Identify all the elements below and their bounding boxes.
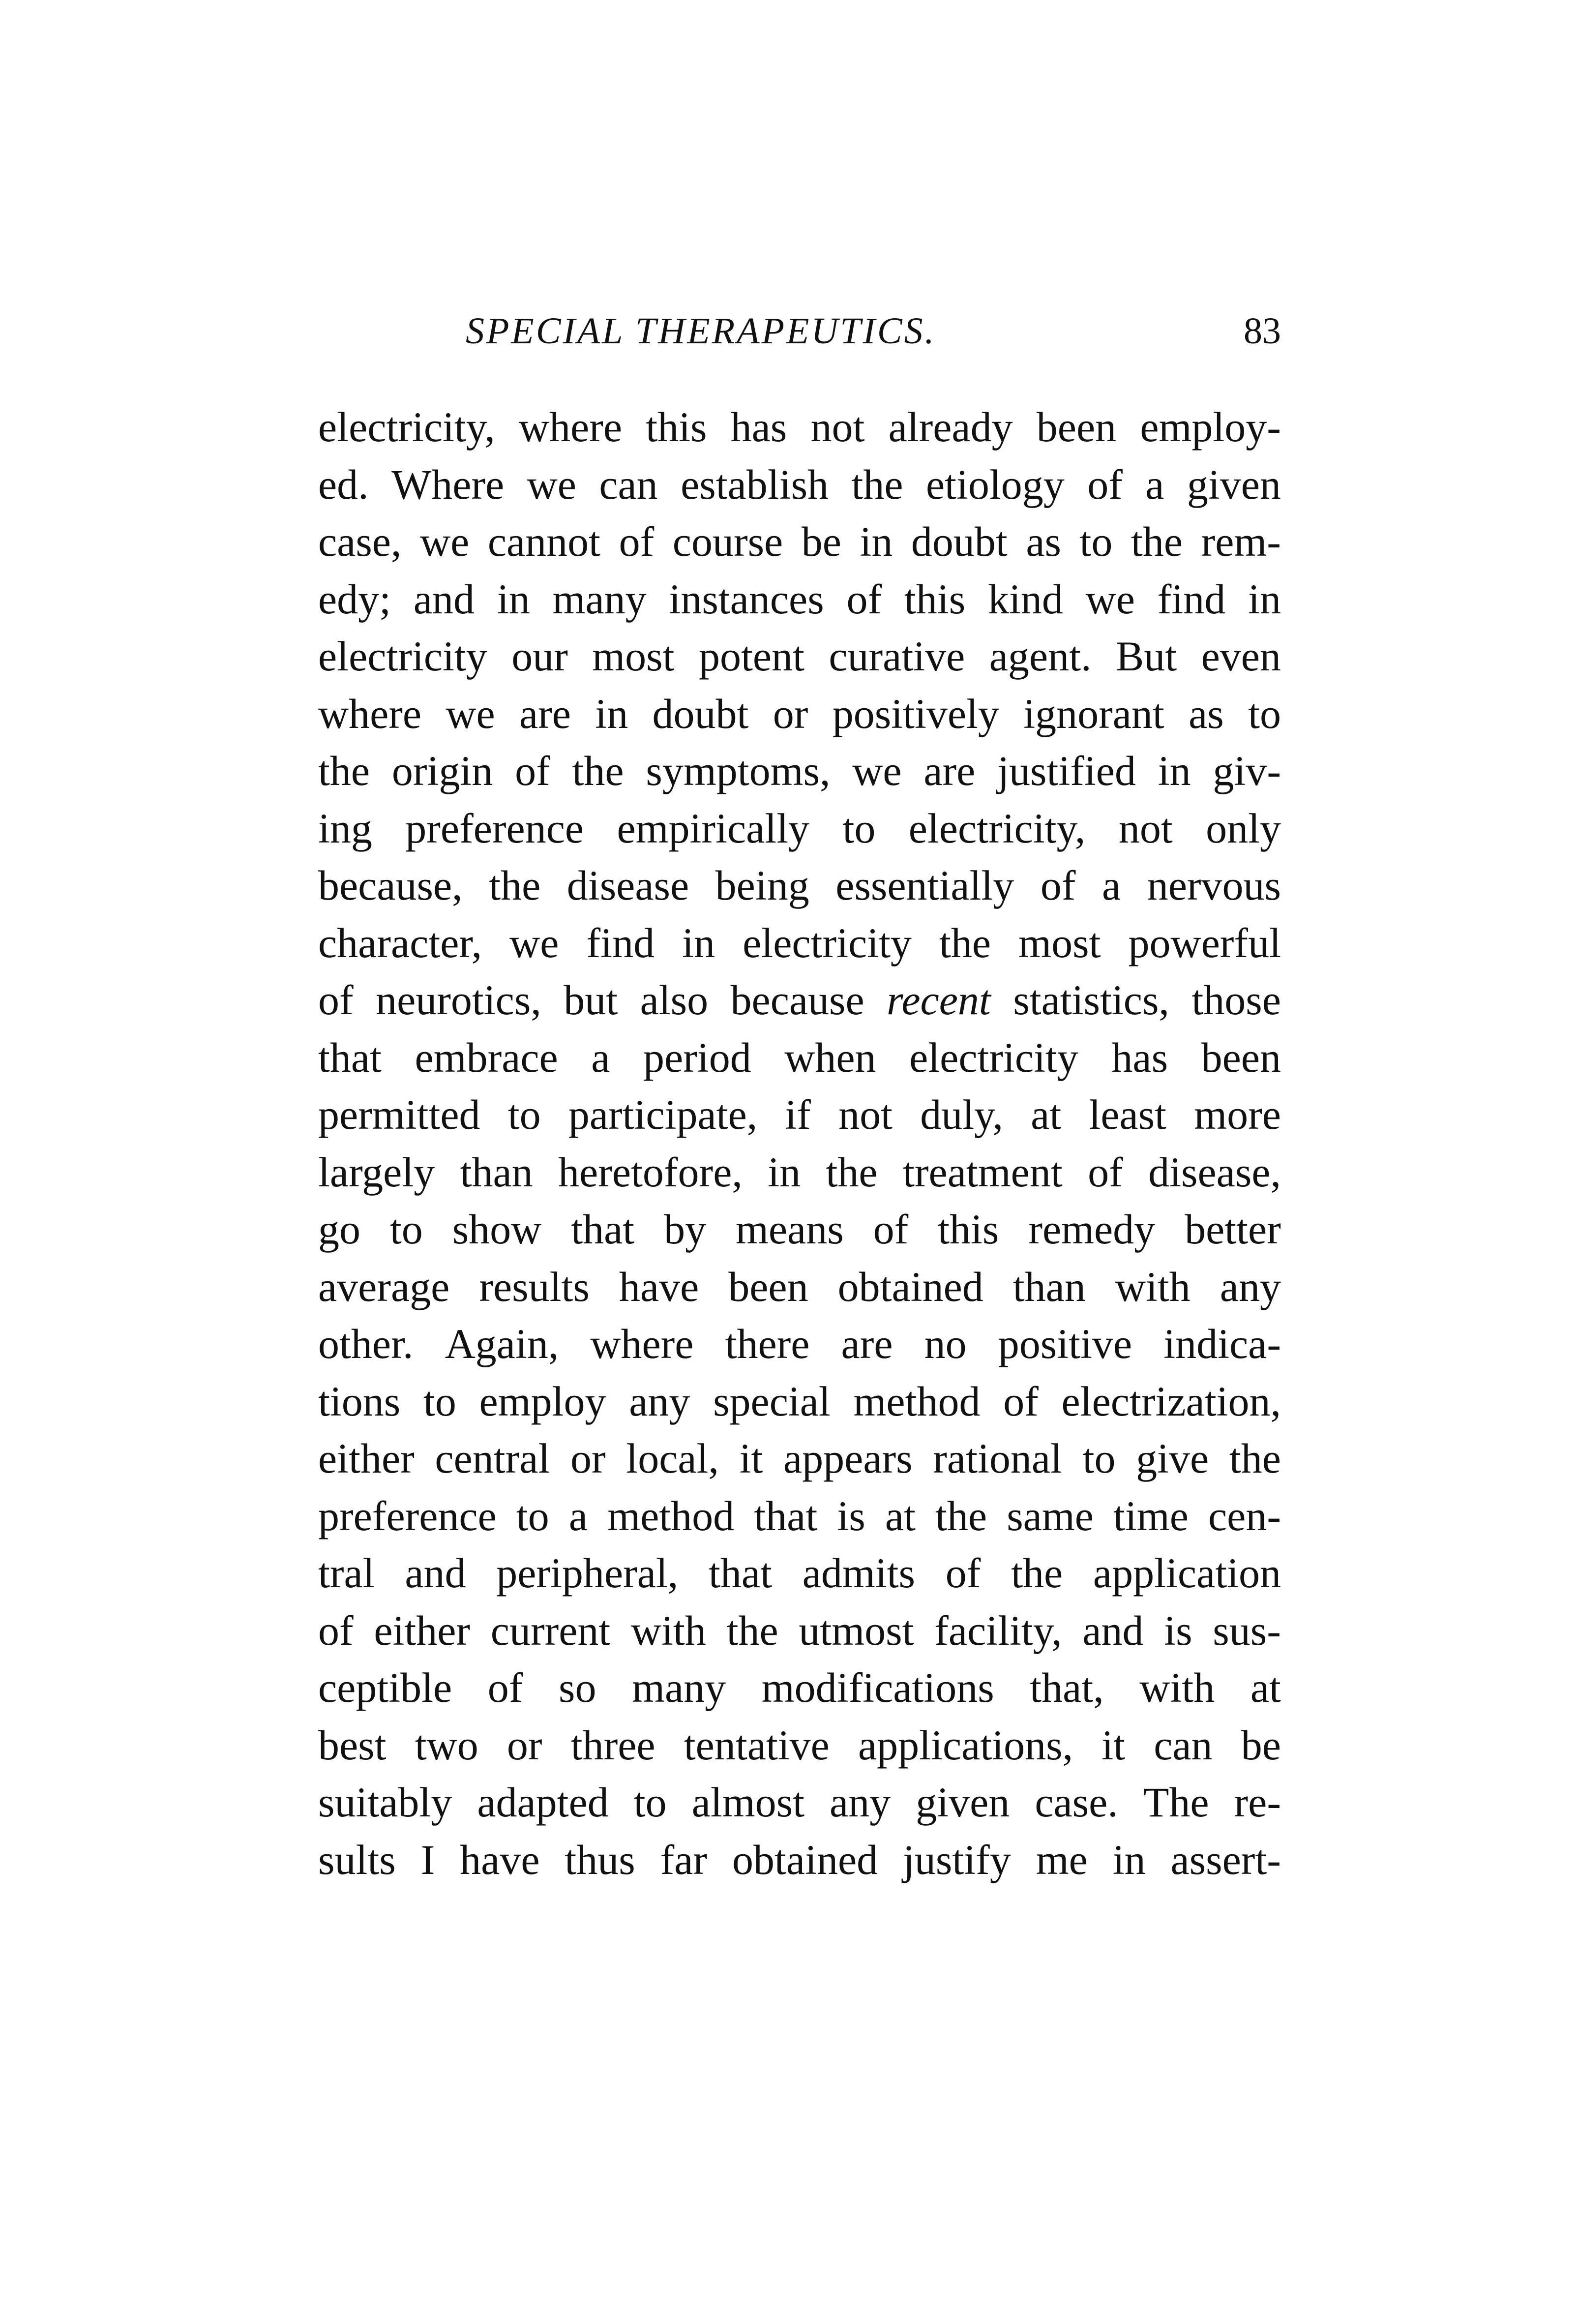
text-line: suitably adapted to almost any given case. The re- [318, 1779, 1281, 1826]
body-text [318, 398, 1281, 1888]
text-line: tions to employ any special method of electrization, [318, 1377, 1281, 1425]
text-line: where we are in doubt or positively ignorant as to [318, 690, 1281, 737]
text-line: other. Again, where there are no positive indica- [318, 1320, 1281, 1367]
text-line: of neurotics, but also because recent statistics, those [318, 971, 1281, 1029]
text-line: electricity, where this has not already been employ- [318, 403, 1281, 451]
page-header [318, 310, 1281, 364]
text-line: best two or three tentative applications, it can be [318, 1721, 1281, 1769]
text-line: because, the disease being essentially of a nervous [318, 862, 1281, 909]
text-line: case, we cannot of course be in doubt as to the rem- [318, 518, 1281, 565]
text-line: edy; and in many instances of this kind we find in [318, 575, 1281, 623]
text-line: the origin of the symptoms, we are justified in giv- [318, 747, 1281, 794]
text-line: that embrace a period when electricity has been [318, 1033, 1281, 1081]
text-line: sults I have thus far obtained justify me in assert- [318, 1836, 1281, 1883]
text-line: preference to a method that is at the same time cen- [318, 1492, 1281, 1539]
text-line: ceptible of so many modifications that, with at [318, 1664, 1281, 1711]
text-line: permitted to participate, if not duly, at least more [318, 1091, 1281, 1138]
emphasized-word: recent [887, 976, 991, 1024]
text-line: largely than heretofore, in the treatment of disease, [318, 1148, 1281, 1196]
text-line: of either current with the utmost facility, and is sus- [318, 1606, 1281, 1654]
text-line: go to show that by means of this remedy better [318, 1206, 1281, 1253]
page-number: 83 [1244, 310, 1281, 352]
text-line: tral and peripheral, that admits of the application [318, 1549, 1281, 1597]
text-line: character, we find in electricity the most powerful [318, 919, 1281, 966]
text-line: electricity our most potent curative agent. But even [318, 633, 1281, 680]
text-line: either central or local, it appears rational to give the [318, 1435, 1281, 1482]
text-line: average results have been obtained than with any [318, 1263, 1281, 1310]
running-title: SPECIAL THERAPEUTICS. [466, 310, 936, 352]
text-line: ed. Where we can establish the etiology of a given [318, 460, 1281, 508]
text-line: ing preference empirically to electricity, not only [318, 804, 1281, 852]
